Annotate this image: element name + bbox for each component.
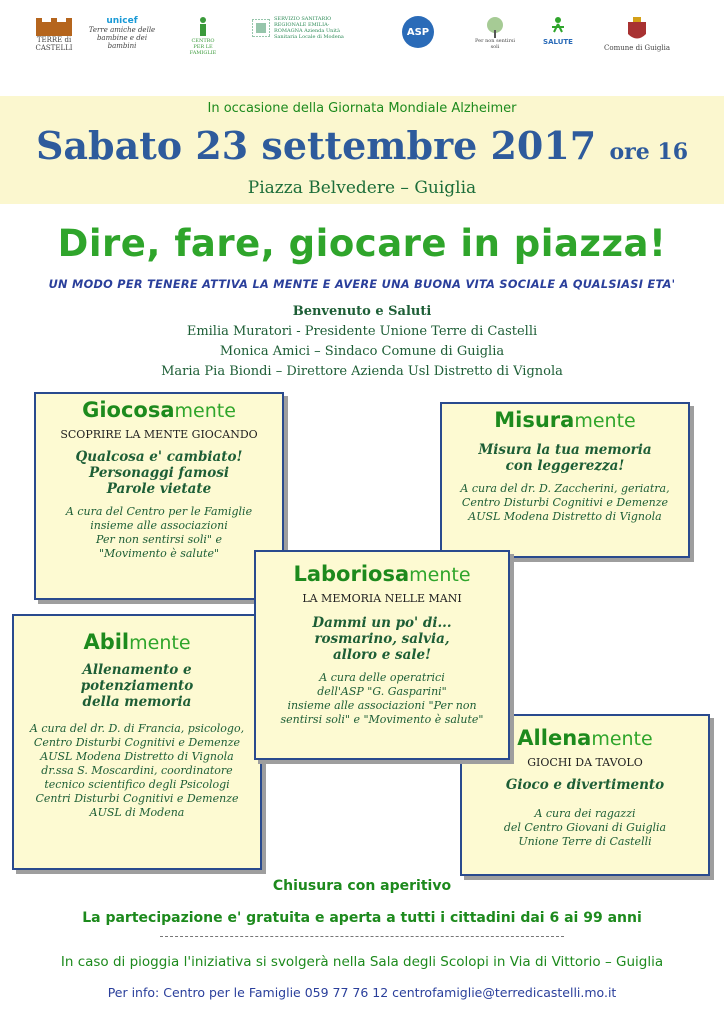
- unicef-logo: unicef Terre amiche delle bambine e dei bambini: [88, 16, 156, 50]
- welcome-line: Maria Pia Biondi – Direttore Azienda Usl Distretto di Vignola: [161, 364, 563, 379]
- closing-text: Chiusura con aperitivo: [272, 878, 452, 894]
- event-time: ore 16: [609, 139, 689, 165]
- box-activities: Gioco e divertimento: [505, 777, 665, 793]
- welcome-heading: Benvenuto e Saluti: [292, 304, 432, 319]
- box-curated-by: A cura del Centro per le Famiglie insieme alle associazioni Per non sentirsi soli" e "Movimento è salute": [65, 505, 253, 560]
- servizio-sanitario-logo: SERVIZIO SANITARIO REGIONALE EMILIA-ROMAGNA Azienda Unità Sanitaria Locale di Modena: [252, 16, 352, 40]
- box-abilmente: [12, 614, 262, 870]
- movimento-salute-logo: SALUTE: [540, 16, 576, 46]
- event-occasion: In occasione della Giornata Mondiale Alzheimer: [207, 101, 517, 116]
- box-title: Laboriosamente: [293, 562, 471, 586]
- participation-text: La partecipazione e' gratuita e aperta a tutti i cittadini dai 6 ai 99 anni: [82, 910, 642, 926]
- grid-icon: [252, 19, 270, 37]
- box-title: Giocosamente: [82, 398, 236, 422]
- castle-icon: [34, 16, 74, 36]
- event-place: Piazza Belvedere – Guiglia: [247, 178, 477, 198]
- rain-notice: In caso di pioggia l'iniziativa si svolgerà nella Sala degli Scolopi in Via di Vittorio – Guiglia: [60, 954, 664, 970]
- box-activities: Dammi un po' di... rosmarino, salvia, alloro e sale!: [312, 615, 452, 663]
- comune-guiglia-logo: Comune di Guiglia: [604, 16, 670, 52]
- box-curated-by: A cura del dr. D. Zaccherini, geriatra, Centro Disturbi Cognitivi e Demenze AUSL Modena Distretto di Vignola: [460, 482, 670, 523]
- family-icon: [194, 16, 212, 38]
- box-activities: Allenamento e potenziamento della memoria: [80, 662, 194, 710]
- box-misuramente: [440, 402, 690, 558]
- page-title: Dire, fare, giocare in piazza!: [57, 222, 667, 265]
- event-date: [0, 123, 724, 168]
- box-title: Abilmente: [83, 630, 191, 654]
- event-date-text: Sabato 23 settembre 2017: [35, 123, 597, 168]
- runner-icon: [546, 16, 570, 38]
- box-curated-by: A cura del dr. D. di Francia, psicologo, Centro Disturbi Cognitivi e Demenze AUSL Modena Distretto di Vignola dr.ssa S. Moscardini, coordinatore tecnico scientifico degli Psicologi Centri Disturbi Cognitivi e Demenze AUSL di Modena: [29, 722, 245, 819]
- welcome-line: Monica Amici – Sindaco Comune di Guiglia: [219, 344, 505, 359]
- asp-logo: ASP: [400, 16, 436, 48]
- centro-famiglie-logo: CENTRO PER LE FAMIGLIE: [188, 16, 218, 56]
- unicef-icon: unicef: [106, 16, 138, 26]
- box-subtitle: SCOPRIRE LA MENTE GIOCANDO: [60, 428, 258, 441]
- page-subtitle: UN MODO PER TENERE ATTIVA LA MENTE E AVERE UNA BUONA VITA SOCIALE A QUALSIASI ETA': [48, 278, 676, 291]
- coat-of-arms-icon: [626, 16, 648, 44]
- tree-icon: [480, 16, 510, 38]
- contact-info: Per info: Centro per le Famiglie 059 77 76 12 centrofamiglie@terredicastelli.mo.it: [107, 985, 617, 1000]
- box-laboriosamente: [254, 550, 510, 760]
- box-activities: Misura la tua memoria con leggerezza!: [478, 442, 652, 474]
- box-subtitle: GIOCHI DA TAVOLO: [527, 756, 643, 769]
- per-non-sentirsi-soli-logo: Per non sentirsi soli: [470, 16, 520, 50]
- box-curated-by: A cura dei ragazzi del Centro Giovani di Guiglia Unione Terre di Castelli: [503, 807, 667, 848]
- box-giocosamente: [34, 392, 284, 600]
- welcome-line: Emilia Muratori - Presidente Unione Terre di Castelli: [186, 324, 538, 339]
- box-curated-by: A cura delle operatrici dell'ASP "G. Gasparini" insieme alle associazioni "Per non sentirsi soli" e "Movimento è salute": [280, 671, 484, 726]
- terre-di-castelli-logo: TERRE di CASTELLI: [30, 16, 78, 52]
- box-title: Allenamente: [517, 726, 653, 750]
- box-title: Misuramente: [494, 408, 636, 432]
- box-subtitle: LA MEMORIA NELLE MANI: [302, 592, 462, 605]
- dashed-divider: [160, 936, 564, 937]
- box-activities: Qualcosa e' cambiato! Personaggi famosi Parole vietate: [75, 449, 243, 497]
